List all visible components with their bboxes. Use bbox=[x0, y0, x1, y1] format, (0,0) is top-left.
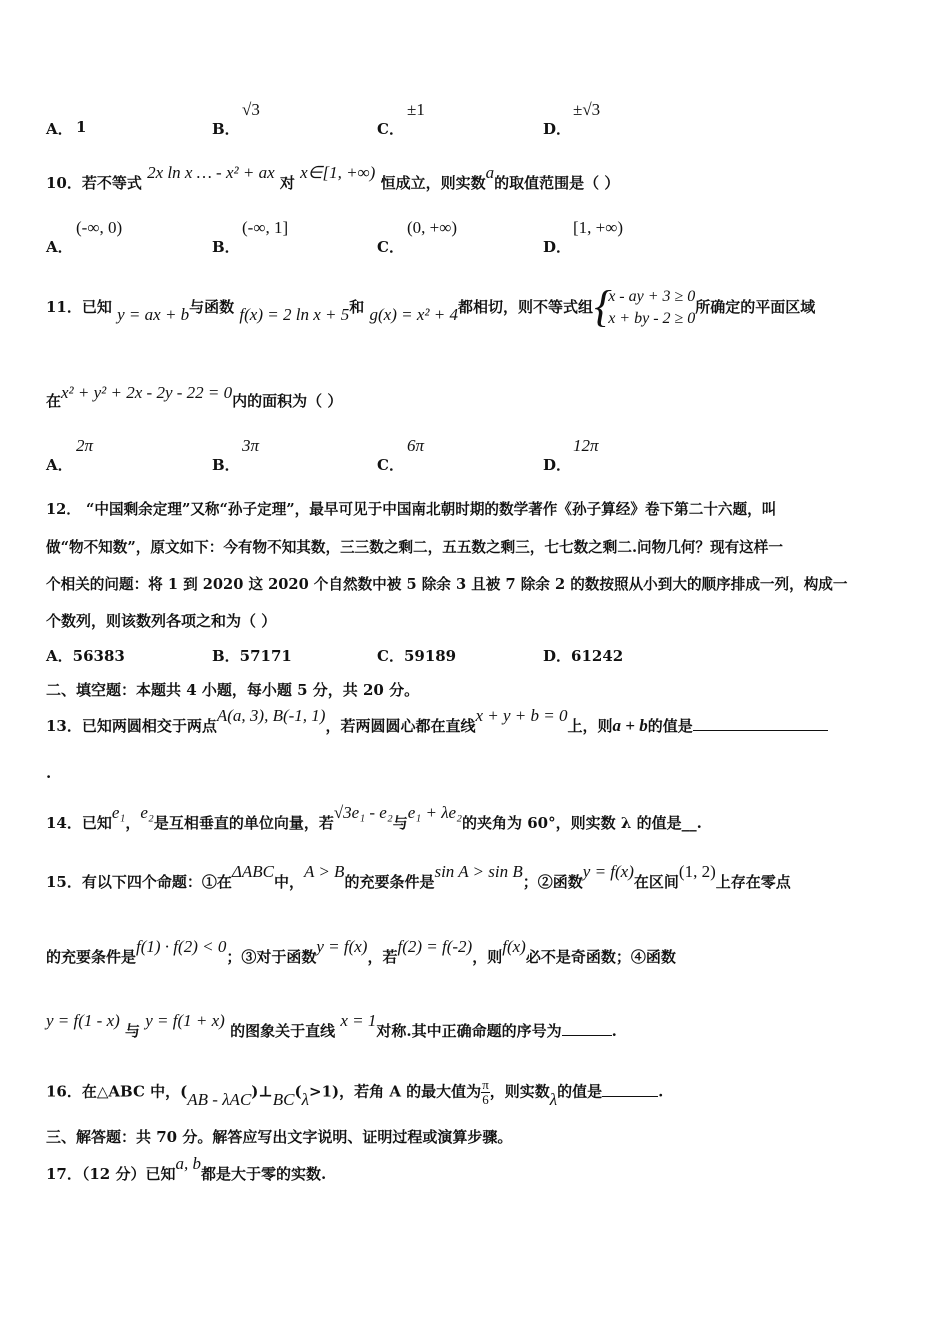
fraction-denominator: 6 bbox=[482, 1092, 489, 1107]
option-label: A． bbox=[46, 456, 73, 474]
math-triangle: ΔABC bbox=[231, 862, 274, 881]
text: ，则实数 bbox=[489, 1082, 550, 1101]
text: ( bbox=[294, 1082, 302, 1101]
text: 的图象关于直线 bbox=[230, 1022, 336, 1040]
math-f1: y = f(1 - x) bbox=[46, 1011, 120, 1030]
math-lambda: λ bbox=[301, 1089, 309, 1109]
text: 所确定的平面区域 bbox=[695, 298, 816, 316]
text: 与函数 bbox=[189, 298, 235, 316]
fraction-pi-over-6 bbox=[481, 1078, 490, 1107]
math-e1: e₁ bbox=[111, 803, 126, 822]
question-number: 10． bbox=[46, 174, 82, 192]
text: 必不是奇函数；④函数 bbox=[525, 948, 676, 966]
answer-blank: __ bbox=[681, 814, 697, 832]
text: ，则 bbox=[472, 948, 503, 966]
math-f2: y = f(1 + x) bbox=[145, 1011, 225, 1030]
text: 上，则 bbox=[567, 717, 613, 735]
text: 内的面积为（ ） bbox=[232, 392, 343, 410]
text: 的值是 bbox=[647, 717, 693, 735]
option-value: 12π bbox=[573, 436, 599, 455]
math-equation: f(2) = f(-2) bbox=[397, 937, 473, 956]
text: . bbox=[696, 814, 702, 832]
question-13 bbox=[46, 706, 828, 736]
q12-option-b: B．57171 bbox=[212, 647, 292, 665]
math-vector-2: BC bbox=[272, 1089, 295, 1109]
question-11-line-2 bbox=[46, 382, 343, 410]
option-value: ±√3 bbox=[573, 100, 601, 119]
question-number: 11． bbox=[46, 298, 82, 316]
text: 与 bbox=[125, 1022, 141, 1040]
text: ，若 bbox=[367, 948, 398, 966]
option-label: B． bbox=[212, 238, 240, 256]
question-16 bbox=[46, 1078, 663, 1107]
section-3-heading: 三、解答题：共 70 分。解答应写出文字说明、证明过程或演算步骤。 bbox=[46, 1128, 513, 1146]
math-e2: e₂ bbox=[140, 803, 154, 822]
option-value: [1, +∞) bbox=[573, 218, 624, 237]
math-product: f(1) · f(2) < 0 bbox=[136, 937, 227, 956]
question-11-line-1 bbox=[46, 286, 815, 330]
math-fx: f(x) bbox=[502, 937, 526, 956]
math-interval: (1, 2) bbox=[678, 862, 716, 881]
math-vector-1: √3e₁ - e₂ bbox=[333, 803, 393, 822]
inequality-1: { x - ay + 3 ≥ 0 bbox=[608, 288, 696, 305]
math-vector-1: AB - λAC bbox=[187, 1089, 252, 1109]
text: 在区间 bbox=[633, 873, 679, 891]
text: ， bbox=[125, 814, 141, 832]
math-fx: y = f(x) bbox=[582, 862, 634, 881]
option-value: 2π bbox=[76, 436, 94, 455]
question-15-line-3 bbox=[46, 1010, 617, 1040]
text: 15．有以下四个命题：①在 bbox=[46, 873, 232, 891]
question-10 bbox=[46, 163, 620, 193]
option-label: C． bbox=[377, 238, 404, 256]
text: >1)，若角 A 的最大值为 bbox=[309, 1082, 482, 1101]
answer-blank bbox=[602, 1082, 658, 1097]
question-14 bbox=[46, 803, 702, 833]
question-12-line-3: 个相关的问题：将 1 到 2020 这 2020 个自然数中被 5 除余 3 且被 7 除余 2 的数按照从小到大的顺序排成一列，构成一 bbox=[46, 576, 848, 593]
inequality-2: x + by - 2 ≥ 0 bbox=[608, 310, 696, 327]
option-label: D． bbox=[543, 120, 572, 138]
q12-option-c: C．59189 bbox=[377, 647, 457, 665]
option-label: D． bbox=[543, 238, 572, 256]
question-12-line-2: 做“物不知数”，原文如下：今有物不知其数，三三数之剩二，五五数之剩三，七七数之剩二.问物几何？现有这样一 bbox=[46, 539, 783, 556]
option-value: ±1 bbox=[407, 100, 425, 119]
option-label: B． bbox=[212, 120, 240, 138]
text: 对 bbox=[279, 174, 295, 192]
text: 与 bbox=[392, 814, 408, 832]
question-17 bbox=[46, 1154, 327, 1184]
text: 13．已知两圆相交于两点 bbox=[46, 717, 217, 735]
text: ；②函数 bbox=[522, 873, 583, 891]
math-line: y = ax + b bbox=[117, 305, 190, 324]
math-fx: y = f(x) bbox=[316, 937, 368, 956]
q12-option-a: A．56383 bbox=[46, 647, 125, 665]
math-domain: x∈[1, +∞) bbox=[300, 163, 376, 182]
option-label: A． bbox=[46, 120, 73, 138]
q12-option-d: D．61242 bbox=[543, 647, 624, 665]
question-15-line-1 bbox=[46, 862, 791, 892]
question-12-line-1: 12． “中国剩余定理”又称“孙子定理”，最早可见于中国南北朝时期的数学著作《孙子算经》卷下第二十六题，叫 bbox=[46, 501, 777, 518]
math-sum: a + b bbox=[612, 716, 648, 735]
text: 中， bbox=[273, 873, 304, 891]
math-vector-2: e₁ + λe₂ bbox=[407, 803, 463, 822]
answer-blank bbox=[562, 1021, 612, 1036]
q13-period: . bbox=[46, 764, 52, 782]
text: 是互相垂直的单位向量，若 bbox=[153, 814, 334, 832]
text: ；③对于函数 bbox=[226, 948, 317, 966]
fraction-numerator: π bbox=[482, 1077, 489, 1092]
text: 16．在△ABC 中，( bbox=[46, 1082, 188, 1101]
option-label: B． bbox=[212, 456, 240, 474]
text: 的值是 bbox=[557, 1082, 603, 1101]
option-value: (0, +∞) bbox=[407, 218, 458, 237]
text: 已知 bbox=[81, 298, 112, 316]
text: 对称.其中正确命题的序号为 bbox=[376, 1022, 562, 1040]
math-inequality: 2x ln x … - x² + ax bbox=[147, 163, 275, 182]
option-value: 6π bbox=[407, 436, 425, 455]
section-2-heading: 二、填空题：本题共 4 小题，每小题 5 分，共 20 分。 bbox=[46, 681, 420, 699]
answer-blank bbox=[693, 716, 828, 731]
text: ，若两圆圆心都在直线 bbox=[325, 717, 476, 735]
option-value: 3π bbox=[242, 436, 260, 455]
math-x1: x = 1 bbox=[340, 1011, 377, 1030]
text: 都相切，则不等式组 bbox=[457, 298, 593, 316]
option-label: C． bbox=[377, 120, 404, 138]
option-value: (-∞, 0) bbox=[76, 218, 123, 237]
option-value: √3 bbox=[242, 100, 260, 119]
math-var: a bbox=[485, 163, 495, 182]
inequality-system bbox=[598, 286, 695, 330]
math-points: A(a, 3), B(-1, 1) bbox=[216, 706, 326, 725]
math-ab: A > B bbox=[304, 862, 345, 881]
text: 上存在零点 bbox=[715, 873, 791, 891]
question-12-line-4: 个数列，则该数列各项之和为（ ） bbox=[46, 612, 277, 630]
text: 的夹角为 60°，则实数 λ 的值是 bbox=[462, 814, 682, 832]
text: 的充要条件是 bbox=[46, 948, 137, 966]
option-label: C． bbox=[377, 456, 404, 474]
math-g: g(x) = x² + 4 bbox=[369, 305, 458, 324]
text: 17．（12 分）已知 bbox=[46, 1165, 176, 1183]
math-f: f(x) = 2 ln x + 5 bbox=[239, 305, 350, 324]
text: . bbox=[611, 1022, 617, 1040]
question-15-line-2 bbox=[46, 937, 676, 967]
text: 若不等式 bbox=[81, 174, 142, 192]
text: 14．已知 bbox=[46, 814, 112, 832]
option-value: (-∞, 1] bbox=[242, 218, 289, 237]
math-ab: a, b bbox=[175, 1154, 201, 1173]
text: 和 bbox=[349, 298, 365, 316]
option-value: 1 bbox=[76, 118, 87, 136]
math-line: x + y + b = 0 bbox=[475, 706, 568, 725]
option-label: A． bbox=[46, 238, 73, 256]
text: )⊥ bbox=[251, 1082, 273, 1101]
math-sin: sin A > sin B bbox=[434, 862, 523, 881]
text: 的充要条件是 bbox=[344, 873, 435, 891]
text: 的取值范围是（ ） bbox=[494, 174, 620, 192]
text: . bbox=[658, 1082, 664, 1101]
option-label: D． bbox=[543, 456, 572, 474]
text: 恒成立，则实数 bbox=[380, 174, 486, 192]
math-lambda: λ bbox=[549, 1089, 558, 1109]
math-circle: x² + y² + 2x - 2y - 22 = 0 bbox=[61, 383, 233, 402]
text: 在 bbox=[46, 392, 62, 410]
text: 都是大于零的实数. bbox=[200, 1165, 327, 1183]
